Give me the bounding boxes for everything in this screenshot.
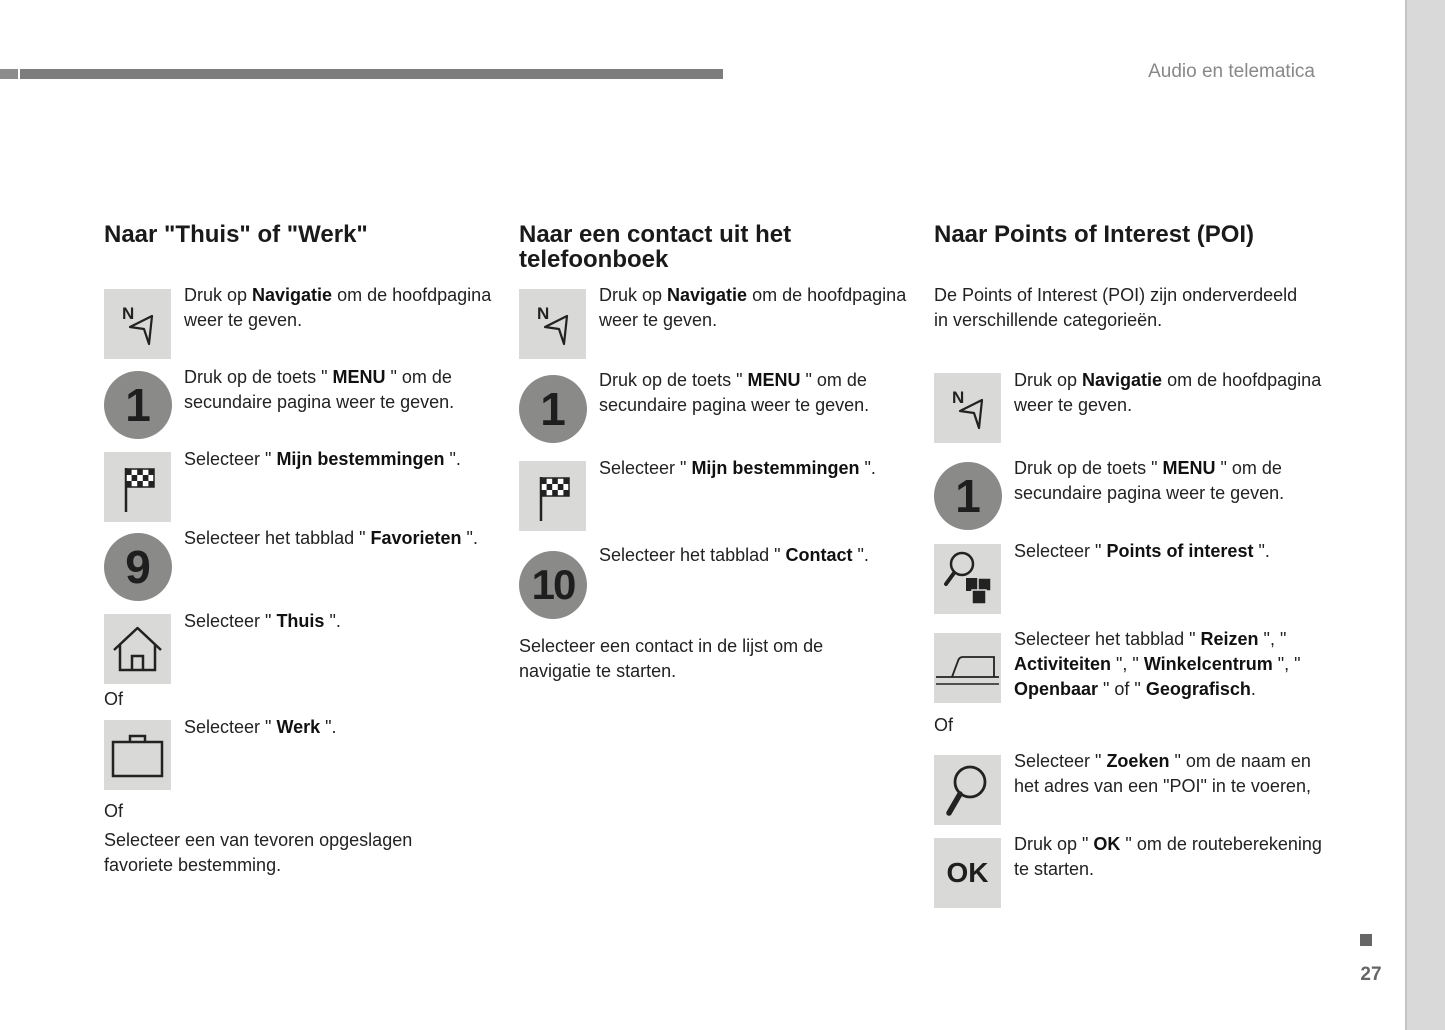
col3-step3-text: Selecteer " Points of interest ". — [1014, 541, 1270, 561]
tab-icon — [934, 633, 1001, 703]
col2-step4-text: Selecteer het tabblad " Contact ". — [599, 545, 869, 565]
col2-step1-text: Druk op Navigatie om de hoofdpagina weer te geven. — [599, 285, 907, 330]
col2-step2-number: 1 — [519, 375, 587, 443]
svg-text:N: N — [952, 388, 965, 407]
checkered-flag-icon — [519, 461, 586, 531]
col2-final-text: Selecteer een contact in de lijst om de navigatie te starten. — [519, 636, 824, 681]
col1-step4-number: 9 — [104, 533, 172, 601]
col1-step1-text: Druk op Navigatie om de hoofdpagina weer te geven. — [184, 285, 492, 330]
col3-step4-text: Selecteer het tabblad " Reizen ", " Activiteiten ", " Winkelcentrum ", " Openbaar " of " Geografisch. — [1014, 629, 1301, 699]
col1-step3-text: Selecteer " Mijn bestemmingen ". — [184, 449, 461, 469]
col3-intro-text: De Points of Interest (POI) zijn onderverdeeld in verschillende categorieën. — [934, 285, 1298, 330]
home-icon — [104, 614, 171, 684]
right-margin-edge — [1405, 0, 1407, 1030]
col2-step2-text: Druk op de toets " MENU " om de secundaire pagina weer te geven. — [599, 370, 870, 415]
poi-search-icon — [934, 544, 1001, 614]
header-rule — [20, 69, 723, 79]
checkered-flag-icon — [104, 452, 171, 522]
navigation-icon — [519, 289, 586, 359]
col1-step5-text: Selecteer " Thuis ". — [184, 611, 341, 631]
col1-step6-text: Selecteer " Werk ". — [184, 717, 337, 737]
page-end-marker — [1360, 934, 1372, 946]
col3-step1-text: Druk op Navigatie om de hoofdpagina weer te geven. — [1014, 370, 1322, 415]
col2-step4-number: 10 — [519, 551, 587, 619]
col3-step6-text: Druk op " OK " om de routeberekening te starten. — [1014, 834, 1322, 879]
col1-or-2: Of — [104, 801, 124, 821]
col1-step2-text: Druk op de toets " MENU " om de secundaire pagina weer te geven. — [184, 367, 455, 412]
magnifier-icon — [934, 755, 1001, 825]
right-margin-bar — [1405, 0, 1445, 1030]
svg-text:N: N — [537, 304, 550, 323]
navigation-icon — [934, 373, 1001, 443]
col3-step5-text: Selecteer " Zoeken " om de naam en het adres van een "POI" in te voeren, — [1014, 751, 1311, 796]
section-title: Audio en telematica — [1148, 61, 1315, 82]
svg-text:N: N — [122, 304, 135, 323]
col3-or-1: Of — [934, 715, 954, 735]
col2-title: Naar een contact uit het telefoonboek — [519, 221, 792, 273]
page-number: 27 — [1360, 964, 1382, 985]
briefcase-icon — [104, 720, 171, 790]
col1-step2-number: 1 — [104, 371, 172, 439]
col1-step4-text: Selecteer het tabblad " Favorieten ". — [184, 528, 478, 548]
col1-or-1: Of — [104, 689, 124, 709]
ok-button-icon — [934, 838, 1001, 908]
header-rule-cap — [0, 69, 18, 79]
col3-title: Naar Points of Interest (POI) — [934, 221, 1255, 248]
col3-step2-number: 1 — [934, 462, 1002, 530]
ok-icon-label: OK — [946, 857, 989, 888]
col2-step3-text: Selecteer " Mijn bestemmingen ". — [599, 458, 876, 478]
navigation-icon — [104, 289, 171, 359]
col1-title: Naar "Thuis" of "Werk" — [104, 221, 368, 248]
col3-step2-text: Druk op de toets " MENU " om de secundaire pagina weer te geven. — [1014, 458, 1285, 503]
col1-final-text: Selecteer een van tevoren opgeslagen favoriete bestemming. — [104, 830, 413, 875]
